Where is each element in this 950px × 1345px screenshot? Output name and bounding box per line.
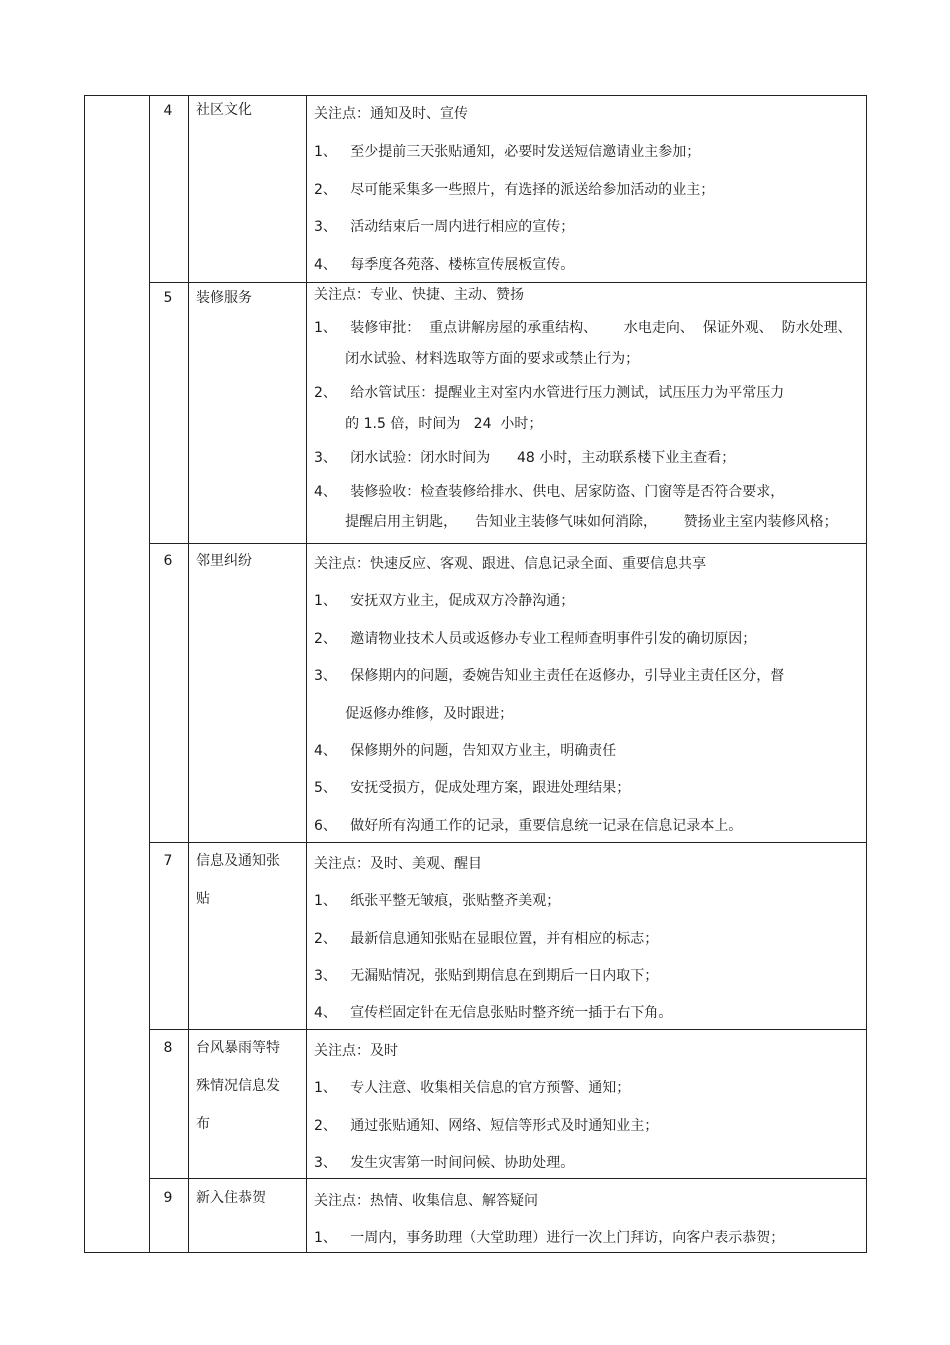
row-title: 邻里纠纷 <box>196 553 252 569</box>
focus-points: 关注点：及时、美观、醒目 <box>314 856 482 872</box>
list-item: 4、 保修期外的问题，告知双方业主，明确责任 <box>314 743 617 759</box>
table-row <box>149 95 867 282</box>
row-title: 装修服务 <box>196 290 252 306</box>
list-item: 1、 装修审批： 重点讲解房屋的承重结构、 水电走向、 保证外观、 防水处理、 <box>314 320 852 336</box>
row-title-line: 台风暴雨等特 <box>196 1040 280 1056</box>
row-title-line: 贴 <box>196 891 210 907</box>
list-item: 4、 宣传栏固定针在无信息张贴时整齐统一插于右下角。 <box>314 1005 673 1021</box>
row-title <box>196 842 308 918</box>
focus-points: 关注点：专业、快捷、主动、赞扬 <box>314 287 524 303</box>
list-item: 2、 给水管试压：提醒业主对室内水管进行压力测试，试压压力为平常压力 <box>314 385 785 401</box>
focus-points: 关注点：热情、收集信息、解答疑问 <box>314 1193 538 1209</box>
row-number: 8 <box>163 1040 173 1056</box>
row-title-line: 布 <box>196 1116 210 1132</box>
list-item: 2、 通过张贴通知、网络、短信等形式及时通知业主； <box>314 1118 659 1134</box>
list-item: 1、 一周内，事务助理（大堂助理）进行一次上门拜访，向客户表示恭贺； <box>314 1230 785 1246</box>
row-title-line: 殊情况信息发 <box>196 1078 280 1094</box>
row-number: 7 <box>163 853 173 869</box>
row-title: 新入住恭贺 <box>196 1190 266 1206</box>
list-item: 6、 做好所有沟通工作的记录，重要信息统一记录在信息记录本上。 <box>314 818 743 834</box>
list-item: 2、 尽可能采集多一些照片，有选择的派送给参加活动的业主； <box>314 182 715 198</box>
table-row <box>149 543 867 842</box>
row-number: 9 <box>163 1190 173 1206</box>
list-item: 4、 装修验收：检查装修给排水、供电、居家防盗、门窗等是否符合要求， <box>314 484 785 500</box>
list-item: 1、 至少提前三天张贴通知，必要时发送短信邀请业主参加； <box>314 144 701 160</box>
table-row <box>149 282 867 543</box>
list-item: 3、 保修期内的问题，委婉告知业主责任在返修办，引导业主责任区分，督 <box>314 668 785 684</box>
focus-points: 关注点：及时 <box>314 1043 398 1059</box>
list-item: 促返修办维修，及时跟进； <box>314 706 514 722</box>
list-item: 3、 无漏贴情况，张贴到期信息在到期后一日内取下； <box>314 968 659 984</box>
row-title <box>196 1029 308 1143</box>
row-number: 6 <box>163 553 173 569</box>
table-row <box>149 1178 867 1252</box>
focus-points: 关注点：通知及时、宣传 <box>314 106 468 122</box>
focus-points: 关注点：快速反应、客观、跟进、信息记录全面、重要信息共享 <box>314 556 706 572</box>
list-item: 2、 最新信息通知张贴在显眼位置，并有相应的标志； <box>314 931 659 947</box>
list-item: 5、 安抚受损方，促成处理方案，跟进处理结果； <box>314 780 631 796</box>
table-bottom-border <box>84 1252 867 1253</box>
list-item: 2、 邀请物业技术人员或返修办专业工程师查明事件引发的确切原因； <box>314 631 757 647</box>
list-item: 3、 发生灾害第一时间问候、协助处理。 <box>314 1155 575 1171</box>
list-item: 提醒启用主钥匙， 告知业主装修气味如何消除， 赞扬业主室内装修风格； <box>314 514 838 530</box>
list-item: 1、 安抚双方业主，促成双方冷静沟通； <box>314 593 575 609</box>
row-title-line: 信息及通知张 <box>196 853 280 869</box>
list-item: 4、 每季度各苑落、楼栋宣传展板宣传。 <box>314 257 575 273</box>
list-item: 3、 活动结束后一周内进行相应的宣传； <box>314 219 575 235</box>
list-item: 闭水试验、材料选取等方面的要求或禁止行为； <box>314 351 640 367</box>
table-left-border <box>84 95 85 1252</box>
table-row <box>149 842 867 1029</box>
list-item: 3、 闭水试验：闭水时间为 48 小时，主动联系楼下业主查看； <box>314 450 736 466</box>
list-item: 的 1.5 倍，时间为 24 小时； <box>314 416 543 432</box>
row-number: 5 <box>163 290 173 306</box>
row-number: 4 <box>163 103 173 119</box>
table-row <box>149 1029 867 1178</box>
list-item: 1、 专人注意、收集相关信息的官方预警、通知； <box>314 1080 631 1096</box>
list-item: 1、 纸张平整无皱痕，张贴整齐美观； <box>314 893 561 909</box>
row-title: 社区文化 <box>196 102 252 118</box>
